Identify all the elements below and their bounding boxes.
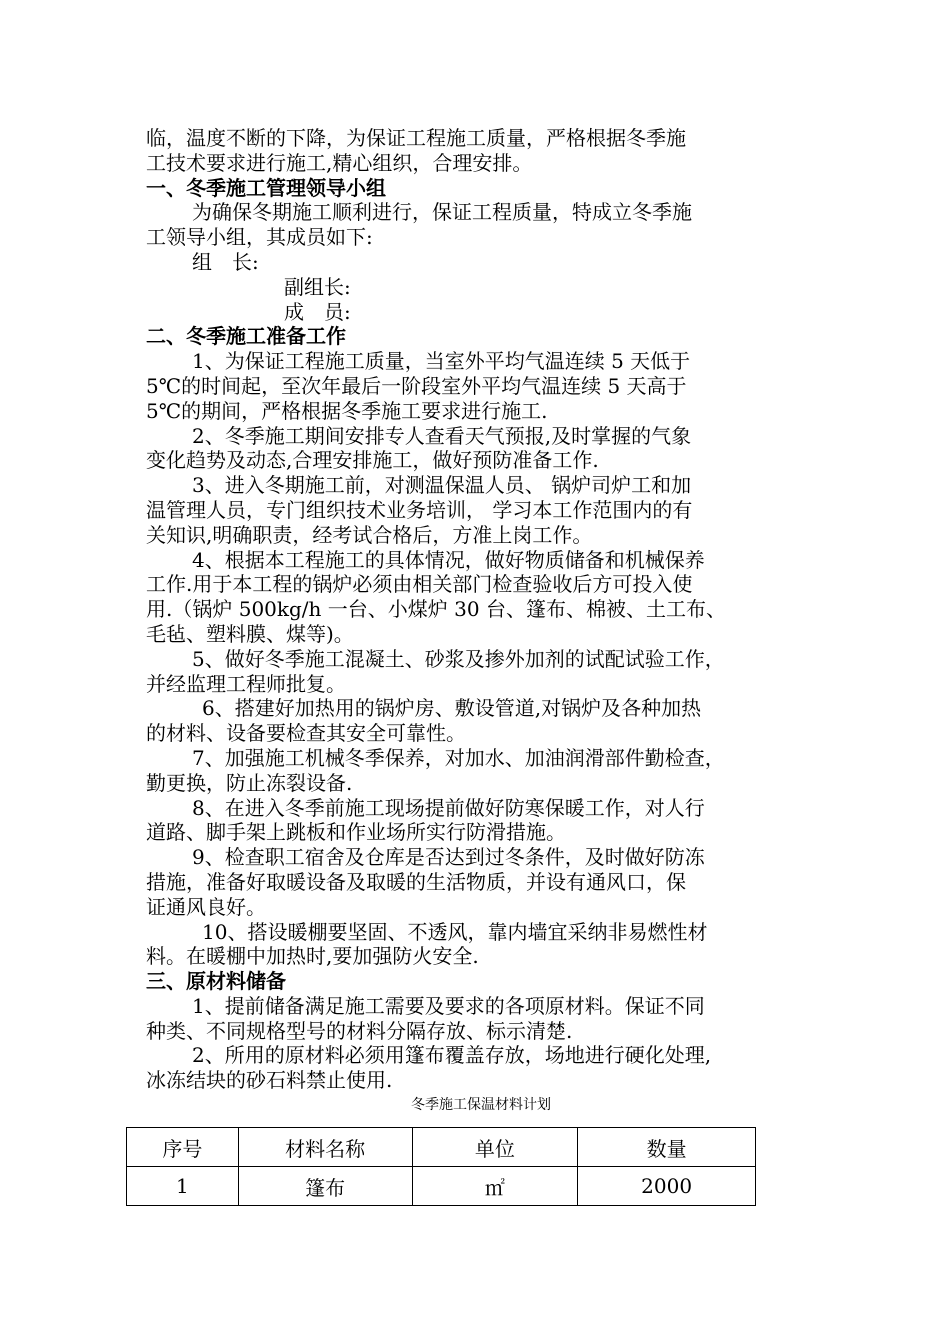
item-line: 证通风良好。: [146, 894, 266, 919]
item-line: 道路、脚手架上跳板和作业场所实行防滑措施。: [146, 820, 566, 845]
table-cell: 篷布: [238, 1167, 412, 1206]
item-line: 8、在进入冬季前施工现场提前做好防寒保暖工作，对人行: [192, 795, 705, 820]
item-line: 4、根据本工程施工的具体情况，做好物质储备和机械保养: [192, 547, 705, 572]
item-line: 变化趋势及动态,合理安排施工，做好预防准备工作.: [146, 448, 599, 473]
intro-line: 临，温度不断的下降，为保证工程施工质量，严格根据冬季施: [146, 126, 686, 150]
section1-heading: 一、冬季施工管理领导小组: [146, 175, 386, 200]
document-body: [146, 126, 816, 1123]
item-line: 的材料、设备要检查其安全可靠性。: [146, 721, 466, 746]
item-line: 工作.用于本工程的锅炉必须由相关部门检查验收后方可投入使: [146, 572, 693, 597]
item-line: 措施，准备好取暖设备及取暖的生活物质，并设有通风口，保: [146, 869, 686, 894]
item-line: 5、做好冬季施工混凝土、砂浆及掺外加剂的试配试验工作，: [192, 646, 725, 671]
table-header-cell: 数量: [578, 1128, 756, 1167]
item-line: 种类、不同规格型号的材料分隔存放、标示清楚.: [146, 1018, 573, 1043]
section1-line: 工领导小组，其成员如下:: [146, 225, 373, 250]
table-header-cell: 序号: [127, 1128, 239, 1167]
item-line: 温管理人员，专门组织技术业务培训， 学习本工作范围内的有: [146, 497, 693, 522]
item-line: 2、所用的原材料必须用篷布覆盖存放，场地进行硬化处理,: [192, 1043, 712, 1068]
table-header-cell: 单位: [412, 1128, 578, 1167]
item-line: 用.（锅炉 500kg/h 一台、小煤炉 30 台、篷布、棉被、土工布、: [146, 597, 726, 622]
item-line: 6、搭建好加热用的锅炉房、敷设管道,对锅炉及各种加热: [202, 696, 702, 721]
item-line: 9、检查职工宿舍及仓库是否达到过冬条件，及时做好防冻: [192, 845, 705, 870]
item-line: 关知识,明确职责，经考试合格后，方准上岗工作。: [146, 522, 593, 547]
item-line: 7、加强施工机械冬季保养，对加水、加油润滑部件勤检查，: [192, 745, 725, 770]
materials-table: [126, 1127, 756, 1206]
item-line: 1、为保证工程施工质量，当室外平均气温连续 5 天低于: [192, 349, 691, 374]
role-leader: 组 长:: [192, 249, 259, 274]
role-members: 成 员:: [284, 299, 351, 324]
item-line: 勤更换，防止冻裂设备.: [146, 770, 353, 795]
table-cell: 2000: [578, 1167, 756, 1206]
item-line: 冰冻结块的砂石料禁止使用.: [146, 1068, 393, 1093]
item-line: 3、进入冬期施工前，对测温保温人员、 锅炉司炉工和加: [192, 473, 692, 498]
role-deputy: 副组长:: [284, 274, 351, 299]
table-caption: 冬季施工保温材料计划: [411, 1097, 551, 1114]
item-line: 5℃的时间起，至次年最后一阶段室外平均气温连续 5 天高于: [146, 373, 687, 398]
section3-heading: 三、原材料储备: [146, 969, 286, 994]
item-line: 料。在暖棚中加热时,要加强防火安全.: [146, 944, 479, 969]
item-line: 10、搭设暖棚要坚固、不透风，靠内墙宜采纳非易燃性材: [202, 919, 708, 944]
item-line: 5℃的期间，严格根据冬季施工要求进行施工.: [146, 398, 548, 423]
item-line: 1、提前储备满足施工需要及要求的各项原材料。保证不同: [192, 993, 705, 1018]
table-cell: ㎡: [412, 1167, 578, 1206]
table-header-row: [127, 1128, 756, 1167]
item-line: 并经监理工程师批复。: [146, 671, 346, 696]
section1-line: 为确保冬期施工顺利进行，保证工程质量，特成立冬季施: [192, 200, 692, 225]
intro-line: 工技术要求进行施工,精心组织，合理安排。: [146, 150, 533, 175]
table-header-cell: 材料名称: [238, 1128, 412, 1167]
table-row: [127, 1167, 756, 1206]
table-cell: 1: [127, 1167, 239, 1206]
item-line: 毛毡、塑料膜、煤等)。: [146, 621, 354, 646]
section2-heading: 二、冬季施工准备工作: [146, 324, 346, 349]
item-line: 2、冬季施工期间安排专人查看天气预报,及时掌握的气象: [192, 423, 692, 448]
